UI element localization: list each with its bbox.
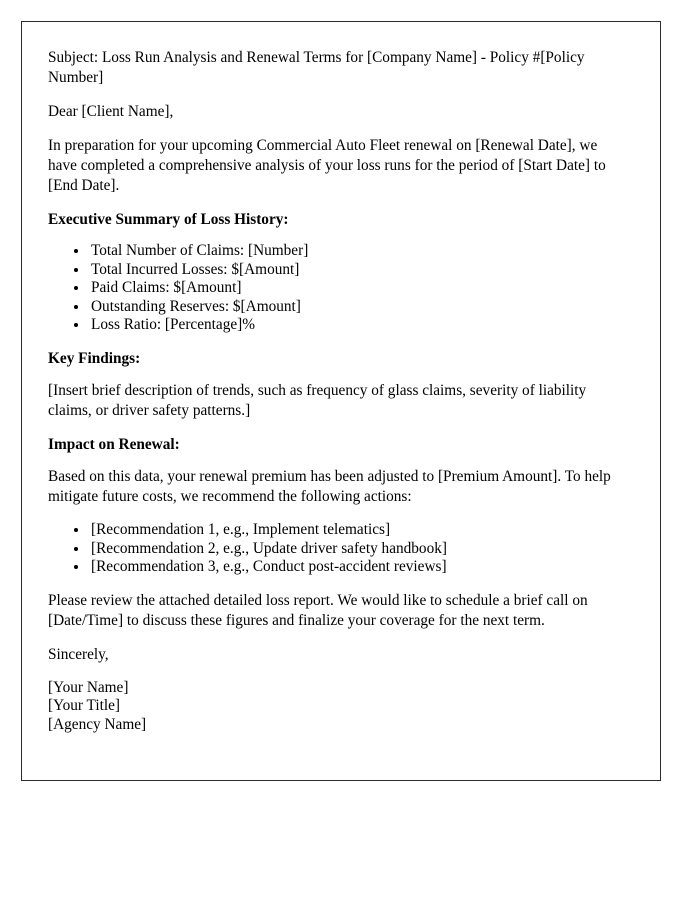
list-item: • Total Incurred Losses: $[Amount] [89, 261, 626, 280]
impact-on-renewal-body: Based on this data, your renewal premium has been adjusted to [Premium Amount]. To help mitigate future costs, we recommend the following actions: [48, 467, 611, 505]
salutation: Dear [Client Name], [48, 103, 174, 120]
list-item: • Loss Ratio: [Percentage]% [89, 316, 626, 335]
list-item: • Paid Claims: $[Amount] [89, 279, 626, 298]
executive-summary-heading: Executive Summary of Loss History: [48, 211, 289, 228]
list-item: • [Recommendation 3, e.g., Conduct post-accident reviews] [89, 558, 626, 577]
subject-line: Subject: Loss Run Analysis and Renewal Terms for [Company Name] - Policy #[Policy Number] [48, 49, 585, 86]
signature-agency: [Agency Name] [48, 715, 147, 733]
intro-paragraph: In preparation for your upcoming Commercial Auto Fleet renewal on [Renewal Date], we have completed a comprehensive analysis of your loss runs for the period of [Start Date] to [End Date]. [48, 137, 606, 194]
list-item: • Outstanding Reserves: $[Amount] [89, 298, 626, 317]
key-findings-body: [Insert brief description of trends, such as frequency of glass claims, severity of liability claims, or driver safety patterns.] [48, 381, 587, 419]
key-findings-heading: Key Findings: [48, 349, 141, 367]
list-item: • Total Number of Claims: [Number] [89, 242, 626, 261]
signature-title: [Your Title] [48, 697, 120, 715]
executive-summary-list [48, 242, 626, 335]
closing-paragraph: Please review the attached detailed loss report. We would like to schedule a brief call on [Date/Time] to discuss these figures and finalize your coverage for the next term. [48, 591, 588, 629]
document-page [21, 21, 661, 781]
recommendations-list [48, 521, 626, 577]
signoff: Sincerely, [48, 645, 109, 663]
list-item: • [Recommendation 1, e.g., Implement telematics] [89, 521, 626, 540]
impact-on-renewal-heading: Impact on Renewal: [48, 435, 180, 453]
document-body [22, 22, 660, 734]
list-item: • [Recommendation 2, e.g., Update driver safety handbook] [89, 540, 626, 559]
signature-block [48, 679, 626, 735]
signature-name: [Your Name] [48, 678, 129, 696]
